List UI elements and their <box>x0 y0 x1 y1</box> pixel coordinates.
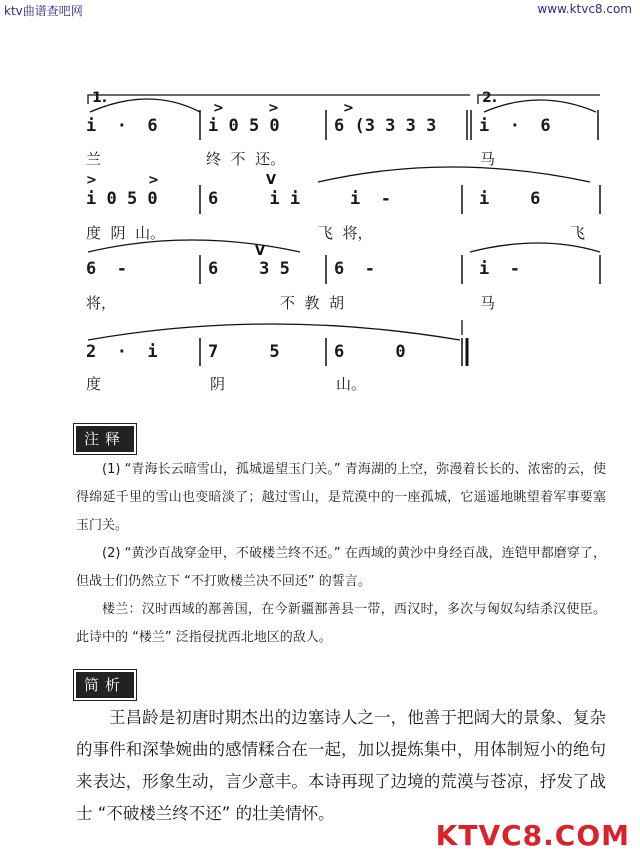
notes-row4-m2: 7 5 <box>208 342 280 362</box>
lyrics-row3-c: 马 <box>480 294 496 312</box>
watermark-top-left: ktv曲谱查吧网 <box>4 4 83 18</box>
analysis-text: 王昌龄是初唐时期杰出的边塞诗人之一，他善于把阔大的景象、复杂的事件和深挚婉曲的感情糅合在一起，加以提炼集中，用体制短小的绝句来表达，形象生动，言少意丰。本诗再现了边境的荒漠与苍凉，抒发了战士 “不破楼兰终不还” 的壮美情怀。 <box>76 708 606 823</box>
annotation-item-1: (1) “青海长云暗雪山，孤城遥望玉门关。” 青海湖的上空，弥漫着长长的、浓密的云，使得绵延千里的雪山也变暗淡了；越过雪山，是荒漠中的一座孤城，它遥遥地眺望着军事要塞玉门关。 <box>76 462 606 533</box>
notes-row1-m3: 6 (3 3 3 3 <box>334 116 437 136</box>
accent-mark: > <box>148 173 159 188</box>
lyrics-row2-b: 飞 将， <box>318 224 373 242</box>
analysis-tag: 简析 <box>76 672 134 698</box>
lyrics-row3-a: 将， <box>86 294 117 312</box>
slur <box>88 324 460 340</box>
volta-2-label: 2. <box>482 90 498 106</box>
lyrics-row4-a: 度 <box>86 375 102 393</box>
lyrics-row3-b: 不 教 胡 <box>280 294 345 312</box>
annotation-tag: 注释 <box>76 426 134 452</box>
lyrics-row2-c: 飞 <box>570 224 586 242</box>
lyrics-row4-b: 阴 <box>210 375 226 393</box>
breath-mark: V <box>266 173 277 188</box>
notes-row2-m4: i 6 <box>479 189 541 209</box>
accent-mark: > <box>213 101 224 116</box>
notes-row4-m1: 2 · i <box>86 342 158 362</box>
annotation-item-2: (2) “黄沙百战穿金甲，不破楼兰终不还。” 在西域的黄沙中身经百战，连铠甲都磨穿了，但战士们仍然立下 “不打败楼兰决不回还” 的誓言。 <box>76 546 606 589</box>
breath-mark: V <box>255 244 266 259</box>
notes-row3-m1: 6 - <box>86 259 127 279</box>
lyrics-row4-c: 山。 <box>336 375 367 393</box>
accent-mark: > <box>268 101 279 116</box>
volta-1-label: 1. <box>92 90 108 106</box>
notes-row2-m3: i - <box>350 189 391 209</box>
watermark-top-right: www.ktvc8.com <box>537 2 632 16</box>
notes-row1-m2: i 0 5 0 <box>208 116 280 136</box>
notes-row1-m4: i · 6 <box>479 116 551 136</box>
lyrics-row1-c: 马 <box>480 150 496 168</box>
notes-row2-m1: i 0 5 0 <box>86 189 158 209</box>
notes-row3-m4: i - <box>479 259 520 279</box>
lyrics-row2-a: 度 阴 山。 <box>86 224 166 242</box>
annotation-item-3: 楼兰：汉时西域的鄯善国，在今新疆鄯善县一带，西汉时，多次与匈奴勾结杀汉使臣。此诗中的 “楼兰” 泛指侵扰西北地区的敌人。 <box>76 602 606 645</box>
notes-row1-m1: i · 6 <box>86 116 158 136</box>
notes-row4-m3: 6 0 <box>334 342 406 362</box>
slur <box>318 167 590 182</box>
accent-mark: > <box>86 173 97 188</box>
lyrics-row1-a: 兰 <box>86 150 102 168</box>
lyrics-row1-b: 终 不 还。 <box>206 150 286 168</box>
accent-mark: > <box>343 101 354 116</box>
watermark-bottom-logo: KTVC8.COM <box>435 819 630 852</box>
notes-row3-m2: 6 3 5 <box>208 259 290 279</box>
slur <box>484 100 596 112</box>
slur <box>470 243 600 252</box>
notes-row3-m3: 6 - <box>334 259 375 279</box>
notes-row2-m2: 6 i i <box>208 189 301 209</box>
